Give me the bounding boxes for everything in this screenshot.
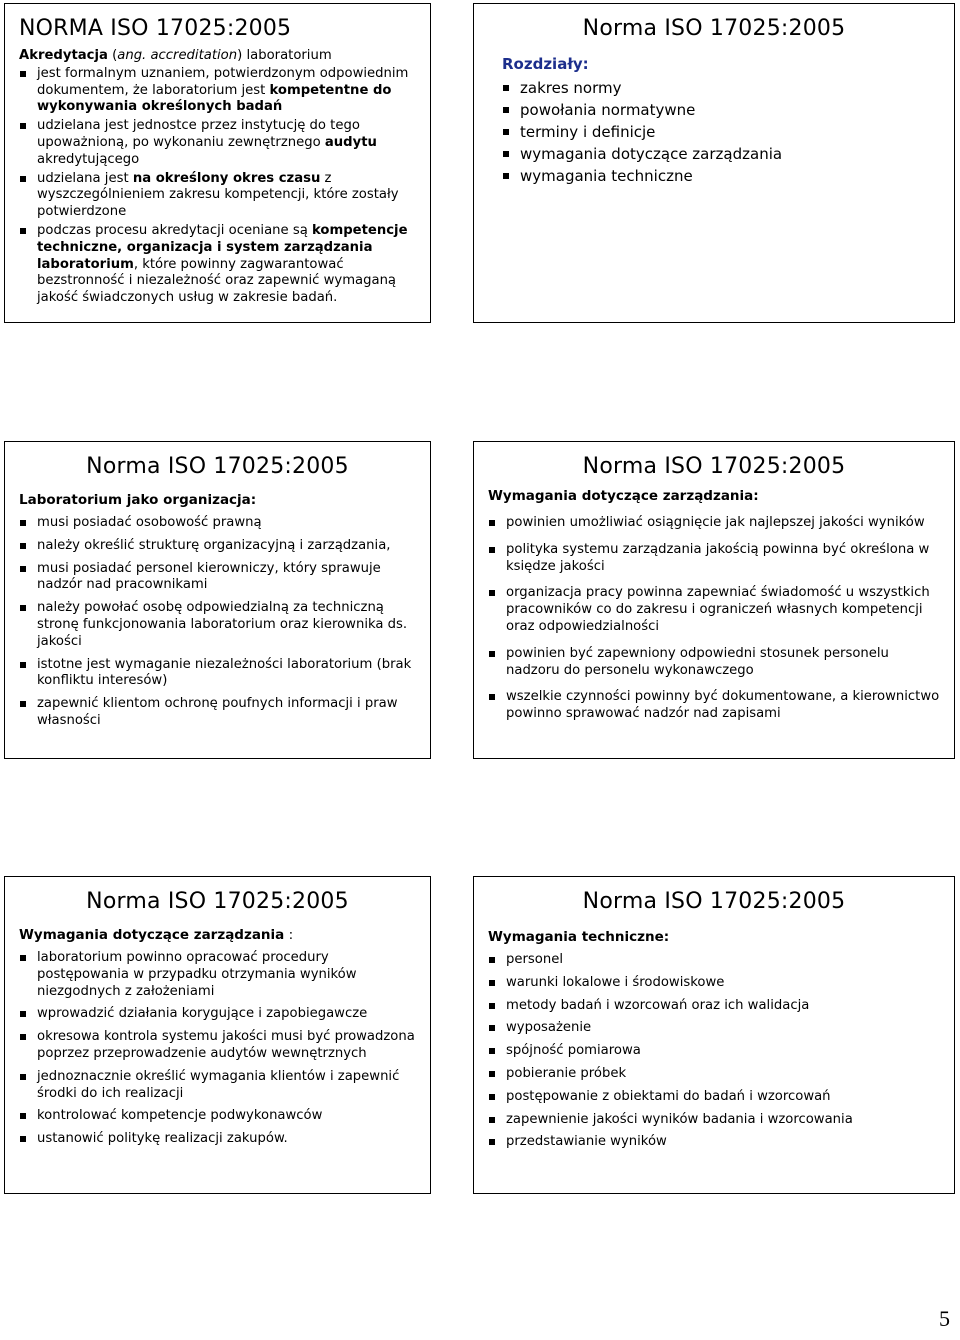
text: udzielana jest jednostce przez instytucję do tego upoważnioną, po wykonaniu zewnętrznego xyxy=(37,118,360,150)
slide-technical-requirements xyxy=(473,876,955,1194)
list-item: spójność pomiarowa xyxy=(488,1043,940,1060)
slide-title: Norma ISO 17025:2005 xyxy=(582,454,846,479)
slide-title: Norma ISO 17025:2005 xyxy=(86,889,349,914)
list-item: wymagania dotyczące zarządzania xyxy=(502,144,940,165)
list-item xyxy=(19,171,416,221)
list-item: zapewnić klientom ochronę poufnych informacji i praw własności xyxy=(19,696,416,730)
list-item: wszelkie czynności powinny być dokumentowane, a kierownictwo powinno sprawować nadzór nad zapisami xyxy=(488,689,940,723)
list-item: metody badań i wzorcowań oraz ich walidacja xyxy=(488,998,940,1015)
text: udzielana jest xyxy=(37,170,133,186)
list-item: laboratorium powinno opracować procedury postępowania w przypadku otrzymania wyników niezgodnych z założeniami xyxy=(19,950,416,1000)
list-item: pobieranie próbek xyxy=(488,1066,940,1083)
list-item: wyposażenie xyxy=(488,1020,940,1037)
text-bold: kompetentne do wykonywania określonych badań xyxy=(37,82,392,115)
list-item: musi posiadać osobowość prawną xyxy=(19,515,416,532)
slide-chapters xyxy=(473,3,955,323)
page-number: 5 xyxy=(939,1306,950,1331)
list-item xyxy=(19,66,416,116)
chapters-list xyxy=(502,78,940,187)
list-item: postępowanie z obiektami do badań i wzorcowań xyxy=(488,1089,940,1106)
text-bold: kompetencje techniczne, organizacja i system zarządzania laboratorium xyxy=(37,222,408,272)
section-subhead: Laboratorium jako organizacja: xyxy=(19,492,257,508)
slide-lab-organization xyxy=(4,441,431,759)
list-item: musi posiadać personel kierowniczy, który sprawuje nadzór nad pracownikami xyxy=(19,561,416,595)
list-item: terminy i definicje xyxy=(502,122,940,143)
subhead-text: Wymagania dotyczące zarządzania xyxy=(19,927,285,943)
section-subhead xyxy=(19,927,416,944)
slide-management-requirements xyxy=(473,441,955,759)
technical-list xyxy=(488,952,940,1151)
intro-paren-open: ( xyxy=(107,48,118,63)
accreditation-list xyxy=(19,66,416,307)
text-bold: audytu xyxy=(324,134,377,150)
management-list xyxy=(488,515,940,723)
slide-title: Norma ISO 17025:2005 xyxy=(86,454,349,479)
text-bold: na określony okres czasu xyxy=(132,170,321,186)
text: , które powinny zagwarantować bezstronność i niezależność oraz zapewnić wymaganą jakość świadczonych usług w zakresie badań. xyxy=(37,256,397,306)
intro-rest: ) laboratorium xyxy=(237,48,332,63)
text: jest formalnym uznaniem, potwierdzonym odpowiednim dokumentem, że laboratorium jest xyxy=(37,65,409,98)
intro-line xyxy=(19,48,416,65)
slide-title: NORMA ISO 17025:2005 xyxy=(19,16,292,41)
list-item: organizacja pracy powinna zapewniać świadomość u wszystkich pracowników co do zakresu i ograniczeń własnych kompetencji oraz odpowiedzialności xyxy=(488,585,940,635)
list-item: jednoznacznie określić wymagania klientów i zapewnić środki do ich realizacji xyxy=(19,1069,416,1103)
list-item: kontrolować kompetencje podwykonawców xyxy=(19,1108,416,1125)
subhead-tail: : xyxy=(284,927,294,943)
slide-accreditation xyxy=(4,3,431,323)
slide-management-requirements-2 xyxy=(4,876,431,1194)
list-item: przedstawianie wyników xyxy=(488,1134,940,1151)
list-item: ustanowić politykę realizacji zakupów. xyxy=(19,1131,416,1148)
list-item: zapewnienie jakości wyników badania i wzorcowania xyxy=(488,1112,940,1129)
list-item: należy powołać osobę odpowiedzialną za techniczną stronę funkcjonowania laboratorium oraz kierownika ds. jakości xyxy=(19,600,416,650)
intro-ang: ang. accreditation xyxy=(117,48,238,63)
list-item: wymagania techniczne xyxy=(502,166,940,187)
section-subhead: Wymagania dotyczące zarządzania: xyxy=(488,488,759,504)
list-item: wprowadzić działania korygujące i zapobiegawcze xyxy=(19,1006,416,1023)
list-item xyxy=(19,223,416,307)
list-item xyxy=(19,118,416,168)
list-item: warunki lokalowe i środowiskowe xyxy=(488,975,940,992)
management-list-2 xyxy=(19,950,416,1148)
list-item: istotne jest wymaganie niezależności laboratorium (brak konfliktu interesów) xyxy=(19,657,416,691)
intro-term: Akredytacja xyxy=(19,48,108,63)
list-item: okresowa kontrola systemu jakości musi być prowadzona poprzez przeprowadzenie audytów wewnętrznych xyxy=(19,1029,416,1063)
list-item: powinien być zapewniony odpowiedni stosunek personelu nadzoru do personelu wykonawczego xyxy=(488,646,940,680)
list-item: powołania normatywne xyxy=(502,100,940,121)
list-item: zakres normy xyxy=(502,78,940,99)
slide-title: Norma ISO 17025:2005 xyxy=(582,16,846,41)
text: podczas procesu akredytacji oceniane są xyxy=(37,222,312,238)
text: z wyszczególnieniem zakresu kompetencji, które zostały potwierdzone xyxy=(37,170,399,220)
text: akredytującego xyxy=(37,151,140,167)
list-item: polityka systemu zarządzania jakością powinna być określona w księdze jakości xyxy=(488,542,940,576)
section-subhead: Wymagania techniczne: xyxy=(488,929,670,945)
list-item: należy określić strukturę organizacyjną i zarządzania, xyxy=(19,538,416,555)
slide-title: Norma ISO 17025:2005 xyxy=(582,889,846,914)
section-subhead: Rozdziały: xyxy=(502,55,589,73)
lab-organization-list xyxy=(19,515,416,730)
list-item: personel xyxy=(488,952,940,969)
list-item: powinien umożliwiać osiągnięcie jak najlepszej jakości wyników xyxy=(488,515,940,532)
